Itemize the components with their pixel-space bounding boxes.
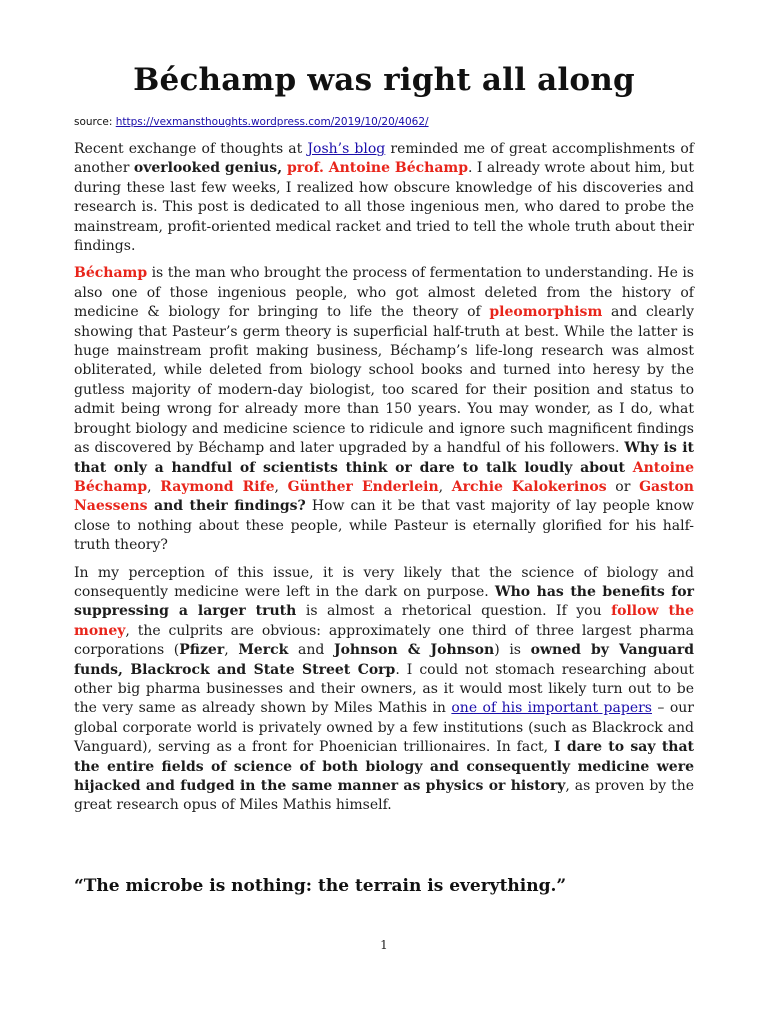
- source-link[interactable]: https://vexmansthoughts.wordpress.com/2019/10/20/4062/: [115, 116, 429, 128]
- source-line: [74, 116, 429, 128]
- pull-quote: “The microbe is nothing: the terrain is everything.”: [74, 876, 567, 896]
- text-run: In my perception of this issue, it is very likely that the science of biology and consequently medicine were left in the dark on purpose.: [74, 564, 694, 600]
- text-run: , the culprits are obvious: approximately one third of three largest pharma corporations (: [74, 622, 694, 659]
- emphasis-text: follow the money: [74, 603, 694, 639]
- page-number: 1: [380, 938, 388, 952]
- source-label: source:: [74, 116, 116, 128]
- text-run: reminded me of great accomplishments of another: [74, 141, 694, 177]
- emphasis-text: and their findings?: [147, 498, 306, 515]
- text-run: is almost a rhetorical question. If you: [296, 603, 612, 620]
- page-title: Béchamp was right all along: [133, 62, 635, 98]
- text-run: . I could not stomach researching about other big pharma businesses and their owners, as it would most likely turn out to be the very same as already shown by Miles Mathis in: [74, 661, 694, 717]
- inline-link[interactable]: Josh’s blog: [307, 141, 386, 157]
- text-run: ) is: [494, 642, 531, 659]
- text-run: – our global corporate world is privately owned by a few institutions (such as Blackrock and Vanguard), serving as a front for Phoenician trillionaires. In fact,: [74, 700, 694, 756]
- text-run: , as proven by the great research opus of Miles Mathis himself.: [74, 778, 694, 814]
- emphasis-text: owned by Vanguard funds, Blackrock and State Street Corp: [74, 642, 695, 678]
- emphasis-text: Who has the benefits for suppressing a larger truth: [74, 583, 695, 620]
- text-run: . I already wrote about him, but during these last few weeks, I realized how obscure knowledge of his discoveries and research is. This post is dedicated to all those ingenious men, who dared to probe the mainstream, profit-oriented medical racket and tried to tell the whole truth about their findings.: [74, 160, 695, 255]
- emphasis-text: Pfizer: [179, 642, 225, 659]
- text-run: and: [288, 642, 334, 659]
- emphasis-text: Béchamp: [74, 265, 148, 282]
- paragraph-2: [74, 264, 694, 555]
- text-run: ,: [438, 478, 452, 495]
- emphasis-text: Günther Enderlein: [287, 478, 439, 495]
- text-run: is the man who brought the process of fermentation to understanding. He is also one of those ingenious people, who got almost deleted from the history of medicine & biology for bringing to life the theory of: [74, 265, 694, 321]
- emphasis-text: Antoine Béchamp: [74, 459, 694, 495]
- emphasis-text: Johnson & Johnson: [333, 642, 495, 659]
- emphasis-text: Gaston Naessens: [74, 478, 694, 515]
- emphasis-text: overlooked genius: [133, 160, 278, 177]
- emphasis-text: pleomorphism: [489, 304, 603, 321]
- text-run: How can it be that vast majority of lay people know close to nothing about these people, while Pasteur is eternally glorified for his half-truth theory?: [74, 498, 694, 554]
- text-run: ,: [147, 478, 161, 495]
- text-run: ,: [274, 478, 288, 495]
- text-run: ,: [224, 642, 239, 659]
- text-run: and clearly showing that Pasteur’s germ theory is superficial half-truth at best. While the latter is huge mainstream profit making business, Béchamp’s life-long research was almost obliterated, while deleted from biology school books and turned into heresy by the gutless majority of modern-day biologist, too scared for their position and status to admit being wrong for already more than 150 years. You may wonder, as I do, what brought biology and medicine science to ridicule and ignore such magnificent findings as discovered by Béchamp and later upgraded by a handful of his followers.: [74, 304, 694, 457]
- emphasis-text: prof. Antoine Béchamp: [286, 160, 468, 177]
- emphasis-text: Archie Kalokerinos: [451, 478, 607, 495]
- emphasis-text: ,: [277, 160, 287, 177]
- paragraph-1: [74, 140, 694, 256]
- paragraph-3: [74, 564, 694, 816]
- emphasis-text: Why is it that only a handful of scientists think or dare to talk loudly about: [74, 440, 694, 476]
- emphasis-text: I dare to say that the entire fields of science of both biology and consequently medicine were hijacked and fudged in the same manner as physics or history: [74, 739, 694, 794]
- emphasis-text: Merck: [238, 642, 289, 659]
- article-body: [74, 140, 694, 824]
- text-run: Recent exchange of thoughts at: [74, 141, 308, 157]
- text-run: or: [606, 478, 640, 495]
- emphasis-text: Raymond Rife: [160, 478, 275, 495]
- inline-link[interactable]: one of his important papers: [451, 700, 652, 717]
